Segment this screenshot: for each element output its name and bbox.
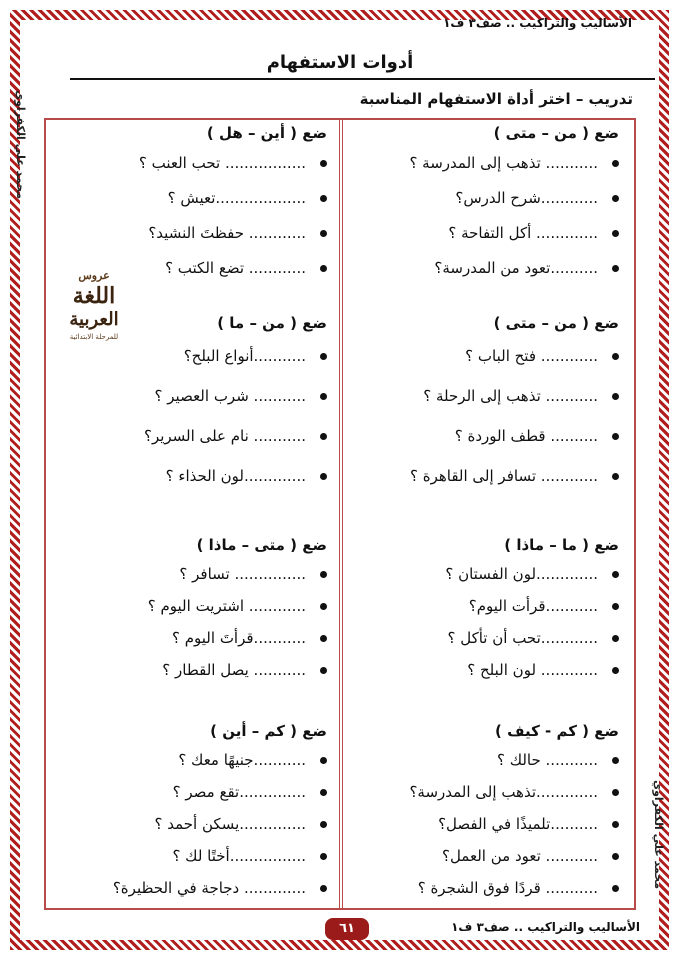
exercise-item: ............ تضع الكتب ؟ [52, 251, 327, 286]
exercise-item: ........... تذهب إلى الرحلة ؟ [344, 376, 619, 416]
exercise-item: ...........قرأتَ اليوم ؟ [52, 622, 327, 654]
bullet-icon [320, 853, 327, 860]
section-heading: ضع ( كم – أين ) [210, 722, 327, 740]
exercise-item: .............لون الحذاء ؟ [52, 456, 327, 496]
bullet-icon [612, 789, 619, 796]
exercise-item: ............... تسافر ؟ [52, 558, 327, 590]
logo-text-1: عروس [78, 269, 110, 282]
exercise-item: ........... حالك ؟ [344, 744, 619, 776]
bullet-icon [320, 635, 327, 642]
exercise-item: ...........أنواع البلح؟ [52, 336, 327, 376]
exercise-item: ...........قرأت اليوم؟ [344, 590, 619, 622]
exercise-item: ........... قردًا فوق الشجرة ؟ [344, 872, 619, 904]
bullet-icon [612, 265, 619, 272]
exercise-section [344, 718, 619, 904]
bullet-icon [320, 393, 327, 400]
exercise-item: ............. دجاجة في الحظيرة؟ [52, 872, 327, 904]
bullet-icon [320, 667, 327, 674]
bullet-icon [320, 353, 327, 360]
bullet-icon [320, 160, 327, 167]
bullet-icon [320, 433, 327, 440]
exercise-item: .............تذهب إلى المدرسة؟ [344, 776, 619, 808]
bullet-icon [612, 603, 619, 610]
section-heading: ضع ( كم - كيف ) [495, 722, 619, 740]
column-divider [339, 118, 343, 910]
logo-text-2: اللغة [72, 283, 116, 309]
exercise-item: ........... تذهب إلى المدرسة ؟ [344, 146, 619, 181]
section-heading: ضع ( متى – ماذا ) [196, 536, 327, 554]
bullet-icon [320, 757, 327, 764]
bullet-icon [320, 473, 327, 480]
header-strip: الأساليب والتراكيب .. صف٣ ف١ [443, 16, 632, 30]
exercise-item: ........... شرب العصير ؟ [52, 376, 327, 416]
page-title: أدوات الاستفهام [266, 52, 414, 73]
bullet-icon [320, 230, 327, 237]
title-underline [70, 78, 655, 80]
bullet-icon [612, 667, 619, 674]
exercise-section [52, 120, 327, 286]
bullet-icon [612, 353, 619, 360]
exercise-item: ...........جنيهًا معك ؟ [52, 744, 327, 776]
exercise-item: ............. أكل التفاحة ؟ [344, 216, 619, 251]
logo-text-4: للمرحلة الابتدائية [69, 333, 119, 341]
exercise-item: ............ حفظتَ النشيد؟ [52, 216, 327, 251]
footer-strip: الأساليب والتراكيب .. صف٣ ف١ [451, 920, 640, 934]
exercise-item: ............تحب أن تأكل ؟ [344, 622, 619, 654]
exercise-section [344, 310, 619, 496]
exercise-item: ............ تسافر إلى القاهرة ؟ [344, 456, 619, 496]
exercise-section [344, 532, 619, 686]
bullet-icon [320, 603, 327, 610]
section-heading: ضع ( أين – هل ) [206, 124, 327, 142]
section-heading: ضع ( من – متى ) [493, 314, 619, 332]
page-number: ٦١ [325, 918, 369, 940]
bullet-icon [320, 571, 327, 578]
exercise-item: .......... قطف الوردة ؟ [344, 416, 619, 456]
bullet-icon [320, 885, 327, 892]
exercise-item: ...................تعيش ؟ [52, 181, 327, 216]
exercise-item: ................أختًا لك ؟ [52, 840, 327, 872]
exercise-item: ............ اشتريت اليوم ؟ [52, 590, 327, 622]
exercise-item: ............ فتح الباب ؟ [344, 336, 619, 376]
section-heading: ضع ( من – متى ) [493, 124, 619, 142]
section-heading: ضع ( من – ما ) [217, 314, 327, 332]
bullet-icon [612, 757, 619, 764]
bullet-icon [612, 230, 619, 237]
bullet-icon [320, 265, 327, 272]
bullet-icon [612, 473, 619, 480]
bullet-icon [612, 433, 619, 440]
exercise-section [344, 120, 619, 286]
bullet-icon [612, 635, 619, 642]
section-heading: ضع ( ما – ماذا ) [504, 536, 619, 554]
bullet-icon [320, 195, 327, 202]
side-author-label: محمد علي الكفراوي [14, 90, 27, 200]
exercise-section [52, 718, 327, 904]
bullet-icon [320, 789, 327, 796]
side-author-label-bottom: محمد علي الكفراوي [652, 780, 665, 890]
exercise-item: ..............يسكن أحمد ؟ [52, 808, 327, 840]
exercise-item: ..........تلميذًا في الفصل؟ [344, 808, 619, 840]
bullet-icon [612, 885, 619, 892]
bullet-icon [612, 853, 619, 860]
exercise-item: ........... تعود من العمل؟ [344, 840, 619, 872]
exercise-item: ................. تحب العنب ؟ [52, 146, 327, 181]
bullet-icon [320, 821, 327, 828]
bullet-icon [612, 571, 619, 578]
instruction-text: تدريب – اختر أداة الاستفهام المناسبة [359, 90, 633, 108]
exercise-item: ..............تقع مصر ؟ [52, 776, 327, 808]
exercise-item: ............ لون البلح ؟ [344, 654, 619, 686]
bullet-icon [612, 393, 619, 400]
exercise-section [52, 532, 327, 686]
exercise-item: ........... نام على السرير؟ [52, 416, 327, 456]
bullet-icon [612, 821, 619, 828]
bullet-icon [612, 160, 619, 167]
logo-text-3: العربية [69, 309, 119, 330]
exercise-section [52, 310, 327, 496]
exercise-item: ........... يصل القطار ؟ [52, 654, 327, 686]
exercise-item: ..........تعود من المدرسة؟ [344, 251, 619, 286]
exercise-item: .............لون الفستان ؟ [344, 558, 619, 590]
exercise-item: ............شرح الدرس؟ [344, 181, 619, 216]
bullet-icon [612, 195, 619, 202]
